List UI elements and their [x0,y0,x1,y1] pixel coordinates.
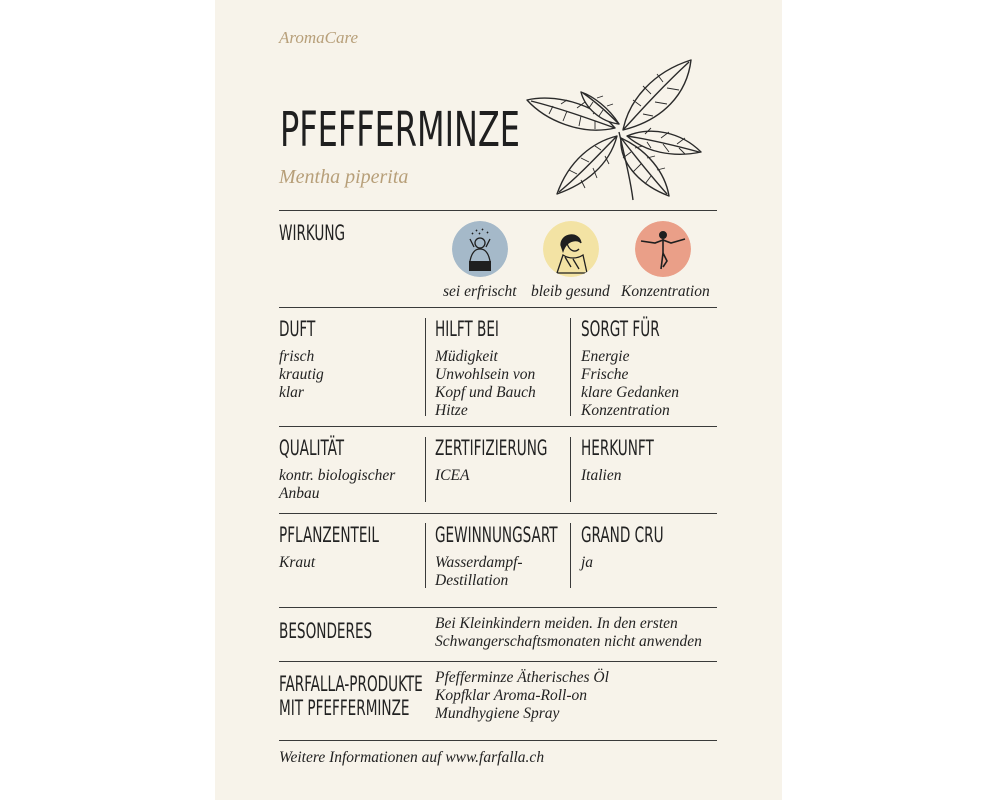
divider [279,607,717,608]
person-balance-icon [635,221,691,277]
duft-value: klar [279,384,304,401]
herkunft-heading: HERKUNFT [581,436,654,460]
sorgt-fuer-heading: SORGT FÜR [581,317,660,341]
qualitaet-value: kontr. biologischer [279,467,396,484]
hilft-bei-heading: HILFT BEI [435,317,499,341]
brand-name: AromaCare [279,28,359,47]
wirkung-heading: WIRKUNG [279,221,346,245]
mint-leaves-illustration [523,56,703,201]
gewinnungsart-value: Wasserdampf- [435,554,523,571]
hilft-bei-value: Kopf und Bauch [435,384,536,401]
info-card [215,0,782,800]
footer-info: Weitere Informationen auf www.farfalla.ch [279,749,545,766]
divider [279,210,717,211]
sorgt-fuer-value: Energie [581,348,630,365]
latin-name: Mentha piperita [279,166,409,188]
person-refreshed-icon [452,221,508,277]
duft-value: krautig [279,366,324,383]
hilft-bei-value: Unwohlsein von [435,366,536,383]
hilft-bei-value: Müdigkeit [435,348,498,365]
produkt-item: Mundhygiene Spray [435,705,560,722]
hilft-bei-value: Hitze [435,402,468,419]
produkt-item: Pfefferminze Ätherisches Öl [435,669,609,686]
sorgt-fuer-value: Konzentration [581,402,670,419]
column-divider [570,318,571,416]
besonderes-text: Schwangerschaftsmonaten nicht anwenden [435,633,702,650]
divider [279,661,717,662]
zertifizierung-heading: ZERTIFIZIERUNG [435,436,548,460]
wirkung-label-healthy: bleib gesund [531,283,610,300]
sorgt-fuer-value: Frische [581,366,629,383]
divider [279,307,717,308]
qualitaet-value: Anbau [279,485,320,502]
grand-cru-value: ja [581,554,594,571]
column-divider [570,437,571,502]
produkt-item: Kopfklar Aroma-Roll-on [435,687,587,704]
qualitaet-heading: QUALITÄT [279,436,345,460]
wirkung-label-refreshed: sei erfrischt [443,283,517,300]
gewinnungsart-value: Destillation [435,572,509,589]
column-divider [570,523,571,588]
divider [279,740,717,741]
wirkung-label-concentration: Konzentration [621,283,710,300]
produkte-heading: MIT PFEFFERMINZE [279,696,410,720]
column-divider [425,318,426,416]
grand-cru-heading: GRAND CRU [581,523,664,547]
pflanzenteil-heading: PFLANZENTEIL [279,523,380,547]
divider [279,513,717,514]
duft-heading: DUFT [279,317,316,341]
gewinnungsart-heading: GEWINNUNGSART [435,523,558,547]
duft-value: frisch [279,348,315,365]
besonderes-text: Bei Kleinkindern meiden. In den ersten [435,615,678,632]
zertifizierung-value: ICEA [435,467,470,484]
column-divider [425,437,426,502]
sorgt-fuer-value: klare Gedanken [581,384,679,401]
person-scarf-icon [543,221,599,277]
pflanzenteil-value: Kraut [279,554,316,571]
divider [279,426,717,427]
produkte-heading: FARFALLA-PRODUKTE [279,672,423,696]
besonderes-heading: BESONDERES [279,619,373,643]
herkunft-value: Italien [581,467,622,484]
column-divider [425,523,426,588]
page-title: PFEFFERMINZE [280,102,520,158]
